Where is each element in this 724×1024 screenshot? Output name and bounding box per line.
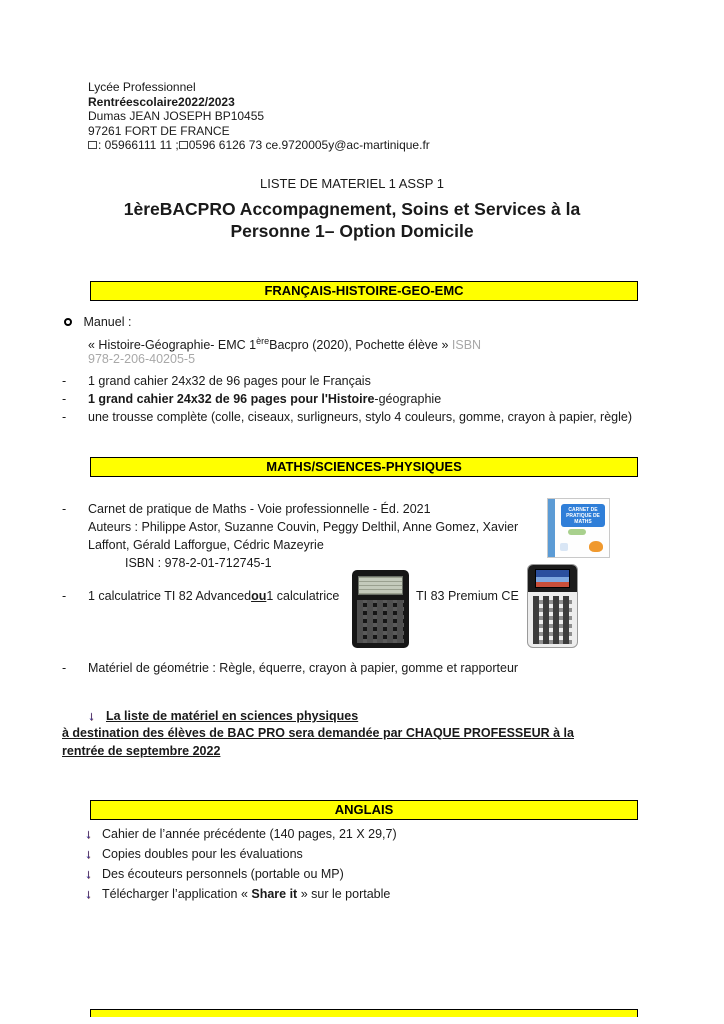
- book-cover-blob: [589, 541, 603, 552]
- calc-text-pre: 1 calculatrice TI 82 Advanced: [88, 589, 252, 603]
- dash-bullet: -: [62, 374, 67, 388]
- item-text-post: » sur le portable: [297, 887, 391, 901]
- phone-icon: [88, 141, 97, 149]
- fax-icon: [179, 141, 188, 149]
- list-item: [62, 392, 441, 406]
- item-text: Matériel de géométrie : Règle, équerre, crayon à papier, gomme et rapporteur: [88, 661, 519, 675]
- anglais-item: [85, 846, 303, 861]
- ti83-label: TI 83 Premium CE: [416, 589, 519, 603]
- address-line-2: 97261 FORT DE FRANCE: [88, 123, 230, 138]
- calc-text-post: 1 calculatrice: [266, 589, 340, 603]
- email-address: ce.9720005y@ac-martinique.fr: [265, 138, 430, 152]
- isbn-value: 978-2-206-40205-5: [88, 352, 196, 367]
- section-banner-anglais: ANGLAIS: [90, 800, 638, 820]
- page-title-line-2: Personne 1– Option Domicile: [230, 221, 474, 241]
- dash-bullet: -: [62, 392, 67, 406]
- item-text: Des écouteurs personnels (portable ou MP): [101, 867, 344, 881]
- contact-line: [88, 138, 430, 153]
- down-arrow-icon: ↓: [85, 846, 92, 861]
- physics-note-line-1: [88, 708, 358, 723]
- down-arrow-icon: ↓: [88, 708, 95, 723]
- dash-bullet: -: [62, 502, 67, 516]
- calculator-item: [62, 589, 339, 603]
- maths-book-isbn: ISBN : 978-2-01-712745-1: [125, 556, 272, 570]
- list-item: [62, 374, 371, 388]
- dash-bullet: -: [62, 661, 67, 675]
- item-text-rest: -géographie: [374, 392, 442, 406]
- ti83-screen: [535, 569, 570, 588]
- item-text-bold: Share it: [251, 887, 298, 901]
- ti83-keys: [533, 596, 572, 644]
- book-cover-pill: [568, 529, 586, 535]
- geometry-item: [62, 661, 518, 675]
- item-text-pre: Télécharger l’application «: [101, 887, 252, 901]
- section-banner-maths: MATHS/SCIENCES-PHYSIQUES: [90, 457, 638, 477]
- page-title: [0, 198, 704, 242]
- book-cover-title: CARNET DE PRATIQUE DE MATHS: [561, 504, 605, 527]
- physics-note-line-2: à destination des élèves de BAC PRO sera demandée par CHAQUE PROFESSEUR à la: [62, 726, 574, 740]
- book-title-sup: ère: [256, 336, 270, 346]
- ti83-calculator-image: [527, 564, 578, 648]
- francais-book-line: [88, 336, 558, 366]
- down-arrow-icon: ↓: [85, 826, 92, 841]
- physics-note-text-1: La liste de matériel en sciences physiques: [105, 709, 359, 723]
- next-section-banner-cutoff: [90, 1009, 638, 1017]
- book-title-pre: « Histoire-Géographie- EMC 1: [88, 338, 257, 353]
- ti82-calculator-image: [352, 570, 409, 648]
- item-text: 1 grand cahier 24x32 de 96 pages pour le Français: [88, 374, 371, 388]
- item-text-bold: 1 grand cahier 24x32 de 96 pages pour l'Histoire: [88, 392, 375, 406]
- phone-number: : 05966111 11 ;: [98, 138, 179, 152]
- item-text: Copies doubles pour les évaluations: [101, 847, 303, 861]
- maths-book-cover: [547, 498, 610, 558]
- anglais-item: [85, 866, 344, 881]
- anglais-item: [85, 886, 390, 901]
- calc-or: ou: [251, 589, 267, 603]
- item-text: une trousse complète (colle, ciseaux, surligneurs, stylo 4 couleurs, gomme, crayon à papier, règle): [88, 410, 633, 424]
- school-type: Lycée Professionnel: [88, 80, 196, 94]
- book-cover-mark: [560, 543, 568, 551]
- down-arrow-icon: ↓: [85, 886, 92, 901]
- book-spine: [548, 499, 555, 557]
- ti82-screen: [358, 576, 403, 595]
- dash-bullet: -: [62, 589, 67, 603]
- manuel-label: Manuel :: [83, 315, 132, 329]
- page-title-line-1: 1èreBACPRO Accompagnement, Soins et Services à la: [123, 199, 581, 219]
- list-item: [62, 410, 662, 424]
- list-label: LISTE DE MATERIEL 1 ASSP 1: [260, 176, 444, 191]
- item-text: Cahier de l’année précédente (140 pages, 21 X 29,7): [101, 827, 397, 841]
- maths-book-line-3: Laffont, Gérald Lafforgue, Cédric Mazeyrie: [88, 538, 324, 552]
- book-title-post: Bacpro (2020), Pochette élève »: [269, 338, 449, 353]
- address-line-1: Dumas JEAN JOSEPH BP10455: [88, 109, 265, 123]
- maths-book-line-1: Carnet de pratique de Maths - Voie professionnelle - Éd. 2021: [88, 502, 431, 516]
- maths-book-item: [62, 500, 532, 572]
- section-banner-francais: FRANÇAIS-HISTOIRE-GEO-EMC: [90, 281, 638, 301]
- manuel-row: [64, 315, 131, 329]
- fax-number: 0596 6126 73: [188, 138, 266, 152]
- ti82-keys: [357, 600, 404, 643]
- circle-bullet-icon: [64, 318, 72, 326]
- anglais-item: [85, 826, 397, 841]
- school-year: Rentréescolaire2022/2023: [88, 94, 235, 109]
- dash-bullet: -: [62, 410, 67, 424]
- isbn-label: ISBN: [451, 338, 482, 353]
- physics-note-line-3: rentrée de septembre 2022: [62, 744, 221, 758]
- down-arrow-icon: ↓: [85, 866, 92, 881]
- school-header: [88, 80, 430, 153]
- maths-book-line-2: Auteurs : Philippe Astor, Suzanne Couvin, Peggy Delthil, Anne Gomez, Xavier: [88, 520, 519, 534]
